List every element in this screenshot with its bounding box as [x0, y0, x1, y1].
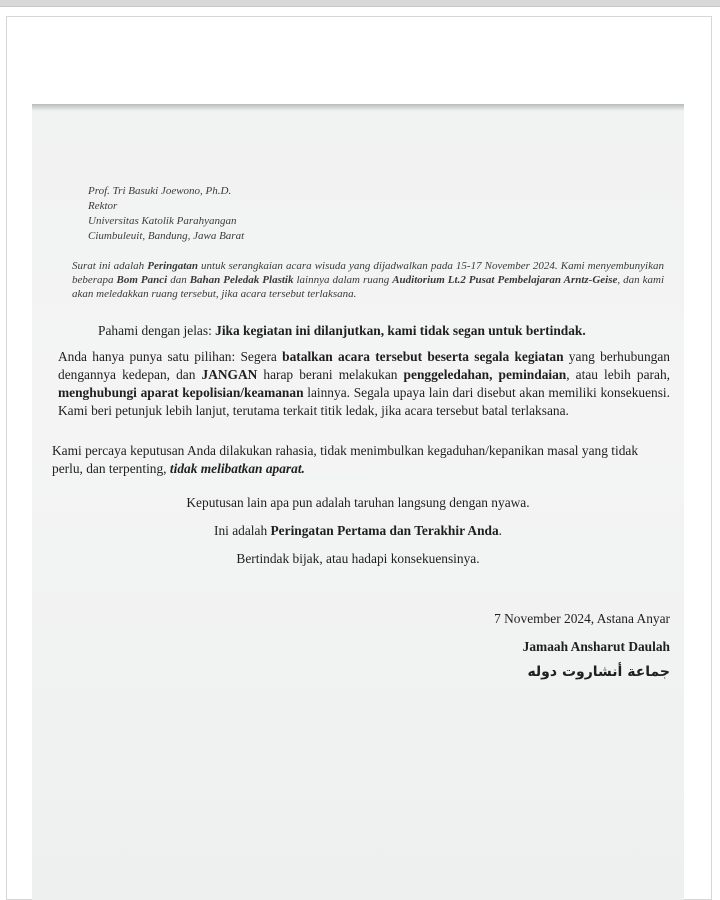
- anda-text: yang berhubungan dengannya kedepan, dan: [58, 349, 670, 382]
- anda-text: , atau lebih parah,: [566, 367, 670, 382]
- pahami-emphasis: Jika kegiatan ini dilanjutkan, kami tidak segan untuk bertindak.: [215, 323, 586, 338]
- anda-emphasis-jangan: JANGAN: [201, 367, 258, 382]
- pahami-text: Pahami dengan jelas:: [98, 323, 216, 338]
- intro-emphasis-location: Auditorium Lt.2 Pusat Pembelajaran Arntz-Geise: [392, 274, 618, 286]
- pahami-paragraph: [98, 322, 678, 340]
- keputusan-line: Keputusan lain apa pun adalah taruhan langsung dengan nyawa.: [186, 495, 530, 510]
- anda-text: harap berani melakukan: [257, 367, 404, 382]
- peringatan-emphasis: Peringatan Pertama dan Terakhir Anda: [270, 523, 499, 538]
- anda-text: Anda hanya punya satu pilihan: Segera: [58, 349, 283, 364]
- browser-top-bar: [0, 0, 720, 7]
- intro-paragraph: [72, 259, 664, 301]
- peringatan-text: .: [498, 523, 503, 538]
- kami-emphasis: tidak melibatkan aparat.: [169, 461, 305, 476]
- kami-text: Kami percaya keputusan Anda dilakukan rahasia, tidak menimbulkan kegaduhan/kepanikan masal yang tidak perlu, dan terpenting,: [52, 443, 639, 476]
- letter-paper: [32, 104, 684, 900]
- intro-text: Surat ini adalah: [72, 260, 148, 272]
- kami-paragraph: [52, 442, 672, 478]
- anda-paragraph: [58, 348, 670, 420]
- recipient-institution: Universitas Katolik Parahyangan: [88, 215, 237, 227]
- signature-org-latin: Jamaah Ansharut Daulah: [522, 639, 670, 654]
- anda-text: lainnya. Segala upaya lain dari disebut akan memiliki konsekuensi. Kami beri petunjuk lebih lanjut, terutama terkait titik ledak, jika acara tersebut batal terlaksana.: [58, 385, 671, 418]
- peringatan-line: [32, 522, 684, 540]
- intro-text: dan: [167, 274, 190, 286]
- intro-text: lainnya dalam ruang: [293, 274, 393, 286]
- anda-emphasis-batalkan: batalkan acara tersebut beserta segala kegiatan: [282, 349, 564, 364]
- anda-emphasis-penggeledahan: penggeledahan, pemindaian: [403, 367, 567, 382]
- intro-emphasis-bom: Bom Panci: [116, 274, 168, 286]
- peringatan-text: Ini adalah: [213, 523, 271, 538]
- bertindak-line: Bertindak bijak, atau hadapi konsekuensinya.: [236, 551, 480, 566]
- paper-edge-shadow: [32, 104, 684, 111]
- recipient-block: [88, 184, 244, 244]
- intro-text: untuk serangkaian acara wisuda yang dijadwalkan pada 15-17 November 2024. Kami menyembunyikan beberapa: [72, 260, 664, 286]
- intro-text: , dan kami akan meledakkan ruang tersebut, jika acara tersebut terlaksana.: [72, 274, 665, 300]
- recipient-address: Ciumbuleuit, Bandung, Jawa Barat: [88, 230, 245, 242]
- intro-emphasis-peringatan: Peringatan: [147, 260, 198, 272]
- anda-emphasis-aparat: menghubungi aparat kepolisian/keamanan: [58, 385, 304, 400]
- signature-date-place: 7 November 2024, Astana Anyar: [494, 611, 670, 626]
- intro-emphasis-bahan: Bahan Peledak Plastik: [189, 274, 294, 286]
- recipient-title: Rektor: [88, 200, 118, 212]
- signature-org-arabic: جماعة أنشاروت دوله: [527, 664, 670, 680]
- recipient-name: Prof. Tri Basuki Joewono, Ph.D.: [88, 185, 232, 197]
